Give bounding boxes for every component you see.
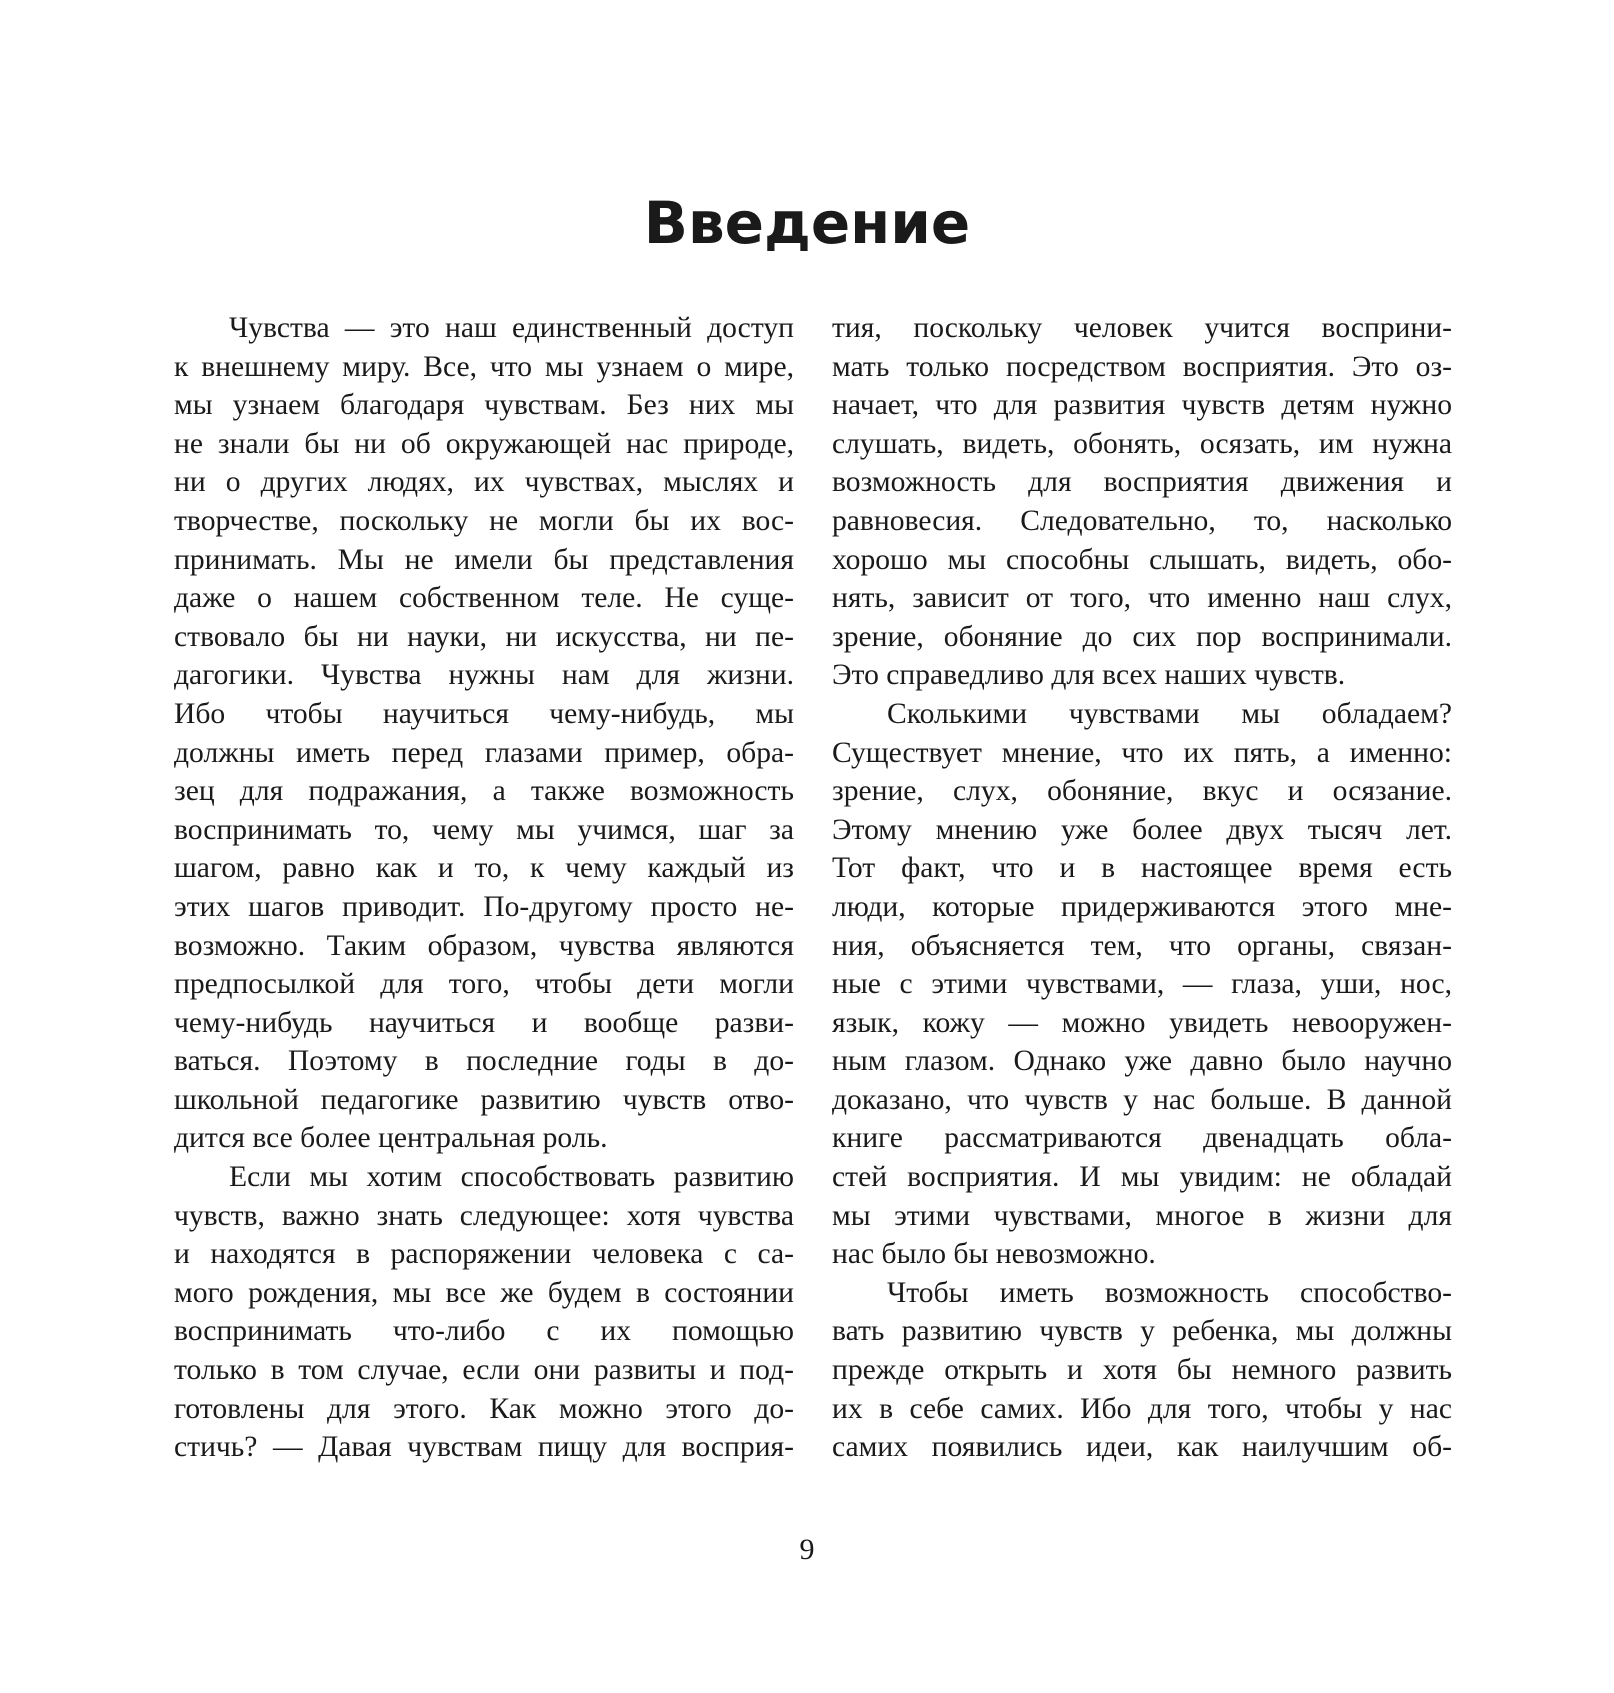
text-line: зрение, обоняние до сих пор воспринимали. [832, 620, 1452, 653]
text-line: книге рассматриваются двенадцать обла- [832, 1122, 1452, 1155]
text-line: предпосылкой для того, чтобы дети могли [174, 968, 794, 1001]
text-column-left [174, 309, 794, 1467]
text-line: творчестве, поскольку не могли бы их вос- [174, 504, 794, 537]
text-line: Чтобы иметь возможность способство- [887, 1276, 1452, 1309]
text-line: дагогики. Чувства нужны нам для жизни. [174, 659, 794, 692]
text-line: самих появились идеи, как наилучшим об- [832, 1431, 1452, 1464]
text-line: равновесия. Следовательно, то, насколько [832, 504, 1452, 537]
page-title: Введение [643, 189, 971, 257]
text-line: стей восприятия. И мы увидим: не обладай [832, 1161, 1452, 1194]
text-line: хорошо мы способны слышать, видеть, обо- [832, 543, 1452, 576]
text-line: и находятся в распоряжении человека с са- [174, 1238, 794, 1271]
text-line: Существует мнение, что их пять, а именно: [832, 736, 1452, 769]
text-line: зец для подражания, а также возможность [174, 775, 794, 808]
text-line: ным глазом. Однако уже давно было научно [832, 1045, 1452, 1078]
text-line: Ибо чтобы научиться чему-нибудь, мы [174, 697, 794, 730]
text-line: Если мы хотим способствовать развитию [229, 1161, 794, 1194]
text-line: зрение, слух, обоняние, вкус и осязание. [832, 775, 1452, 808]
text-line: к внешнему миру. Все, что мы узнаем о мире, [174, 350, 794, 383]
text-line: дится все более центральная роль. [174, 1122, 608, 1155]
text-line: принимать. Мы не имели бы представления [174, 543, 794, 576]
text-line: ваться. Поэтому в последние годы в до- [174, 1045, 794, 1078]
text-line: готовлены для этого. Как можно этого до- [174, 1392, 794, 1425]
text-line: не знали бы ни об окружающей нас природе, [174, 427, 794, 460]
text-line: нас было бы невозможно. [832, 1238, 1156, 1271]
text-line: этих шагов приводит. По-другому просто не- [174, 890, 794, 923]
text-line: мать только посредством восприятия. Это оз- [832, 350, 1452, 383]
text-line: возможность для восприятия движения и [832, 466, 1452, 499]
text-line: тия, поскольку человек учится восприни- [832, 312, 1452, 344]
text-line: возможно. Таким образом, чувства являются [174, 929, 794, 962]
text-line: прежде открыть и хотя бы немного развить [832, 1354, 1452, 1387]
text-line: ные с этими чувствами, — глаза, уши, нос, [832, 968, 1452, 1001]
text-column-right [832, 309, 1452, 1467]
text-line: чувств, важно знать следующее: хотя чувства [174, 1199, 794, 1232]
text-line: школьной педагогике развитию чувств отво- [174, 1083, 794, 1116]
text-line: вать развитию чувств у ребенка, мы должны [832, 1315, 1452, 1348]
text-line: чему-нибудь научиться и вообще разви- [174, 1006, 794, 1039]
text-line: мы этими чувствами, многое в жизни для [832, 1199, 1452, 1232]
text-line: люди, которые придерживаются этого мне- [832, 890, 1452, 923]
text-line: Сколькими чувствами мы обладаем? [887, 697, 1452, 730]
text-line: слушать, видеть, обонять, осязать, им нужна [832, 427, 1452, 460]
text-line: должны иметь перед глазами пример, обра- [174, 736, 794, 769]
text-line: язык, кожу — можно увидеть невооружен- [832, 1006, 1452, 1039]
text-line: ствовало бы ни науки, ни искусства, ни пе- [174, 620, 794, 653]
text-line: нять, зависит от того, что именно наш слух, [832, 582, 1452, 615]
text-line: Тот факт, что и в настоящее время есть [832, 852, 1452, 885]
text-line: начает, что для развития чувств детям нужно [832, 389, 1452, 422]
text-line: шагом, равно как и то, к чему каждый из [174, 852, 794, 885]
text-line: даже о нашем собственном теле. Не суще- [174, 582, 794, 615]
text-line: Это справедливо для всех наших чувств. [832, 659, 1346, 692]
text-line: их в себе самих. Ибо для того, чтобы у нас [832, 1392, 1452, 1425]
page-number: 9 [799, 1533, 815, 1566]
text-line: ния, объясняется тем, что органы, связан- [832, 929, 1452, 962]
text-line: мого рождения, мы все же будем в состоянии [174, 1276, 794, 1309]
text-line: ни о других людях, их чувствах, мыслях и [174, 466, 794, 499]
text-line: Чувства — это наш единственный доступ [229, 312, 794, 344]
text-line: воспринимать что-либо с их помощью [174, 1315, 794, 1348]
text-line: воспринимать то, чему мы учимся, шаг за [174, 813, 794, 846]
text-line: мы узнаем благодаря чувствам. Без них мы [174, 389, 794, 422]
text-line: только в том случае, если они развиты и под- [174, 1354, 794, 1387]
text-line: доказано, что чувств у нас больше. В данной [832, 1083, 1452, 1116]
text-line: стичь? — Давая чувствам пищу для восприя- [174, 1431, 794, 1464]
text-line: Этому мнению уже более двух тысяч лет. [832, 813, 1452, 846]
